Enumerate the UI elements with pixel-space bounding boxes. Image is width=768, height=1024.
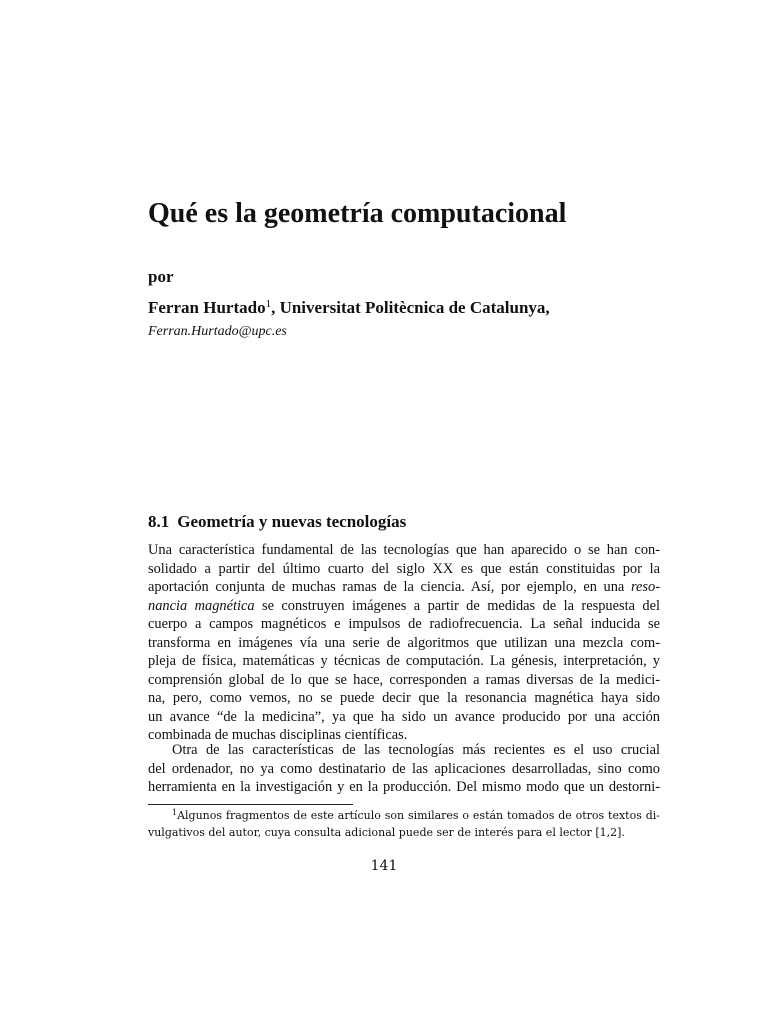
- author-footnote-mark: 1: [265, 298, 272, 310]
- byline: por: [148, 267, 174, 286]
- article-title: Qué es la geometría computacional: [148, 198, 567, 229]
- text-line: Otra de las características de las tecnologías más recientes es el uso crucial: [172, 742, 660, 758]
- section-number: 8.1: [148, 512, 170, 531]
- author-line: [148, 297, 550, 319]
- author-name: Ferran Hurtado: [148, 298, 266, 317]
- footnote: [148, 807, 660, 841]
- text-line: transforma en imágenes vía una serie de algoritmos que utilizan una mezcla com-: [148, 634, 660, 651]
- section-title: Geometría y nuevas tecnologías: [177, 512, 407, 531]
- footnote-line: [148, 807, 660, 824]
- text-line: herramienta en la investigación y en la producción. Del mismo modo que un destorni-: [148, 779, 660, 795]
- text-line: [148, 597, 660, 616]
- text-line: na, pero, como vemos, no se puede decir que la resonancia magnética haya sido: [148, 690, 660, 706]
- text-line: cuerpo a campos magnéticos e impulsos de radiofrecuencia. La señal inducida se: [148, 616, 660, 632]
- text-segment: se construyen imágenes a partir de medidas de la respuesta del: [254, 597, 660, 614]
- text-line: del ordenador, no ya como destinatario de las aplicaciones desarrolladas, sino como: [148, 760, 660, 777]
- footnote-line: vulgativos del autor, cuya consulta adicional puede ser de interés para el lector [1,2].: [148, 826, 625, 839]
- author-affiliation: , Universitat Politècnica de Catalunya,: [271, 298, 550, 317]
- text-line: combinada de muchas disciplinas científicas.: [148, 727, 408, 743]
- page-number: 141: [370, 858, 398, 874]
- emphasis-text: nancia magnética: [148, 597, 255, 614]
- text-line: un avance “de la medicina”, ya que ha sido un avance producido por una acción: [148, 708, 660, 725]
- text-line: Una característica fundamental de las tecnologías que han aparecido o se han con-: [148, 542, 660, 558]
- paragraph-1: [148, 541, 660, 745]
- paragraph-2: [148, 741, 660, 797]
- footnote-mark: 1: [172, 808, 178, 817]
- text-line: [148, 578, 660, 597]
- text-line: solidado a partir del último cuarto del siglo XX es que están constituidas por la: [148, 560, 660, 577]
- emphasis-text: reso-: [630, 579, 660, 595]
- text-line: comprensión global de lo que se hace, corresponden a ramas diversas de la medici-: [148, 671, 660, 688]
- footnote-divider: [148, 804, 353, 805]
- section-heading: [148, 510, 406, 534]
- author-email: Ferran.Hurtado@upc.es: [148, 324, 287, 339]
- text-segment: aportación conjunta de muchas ramas de la ciencia. Así, por ejemplo, en una: [148, 579, 631, 595]
- footnote-text: Algunos fragmentos de este artículo son similares o están tomados de otros textos di-: [177, 809, 660, 822]
- text-line: pleja de física, matemáticas y técnicas de computación. La génesis, interpretación, y: [148, 653, 660, 669]
